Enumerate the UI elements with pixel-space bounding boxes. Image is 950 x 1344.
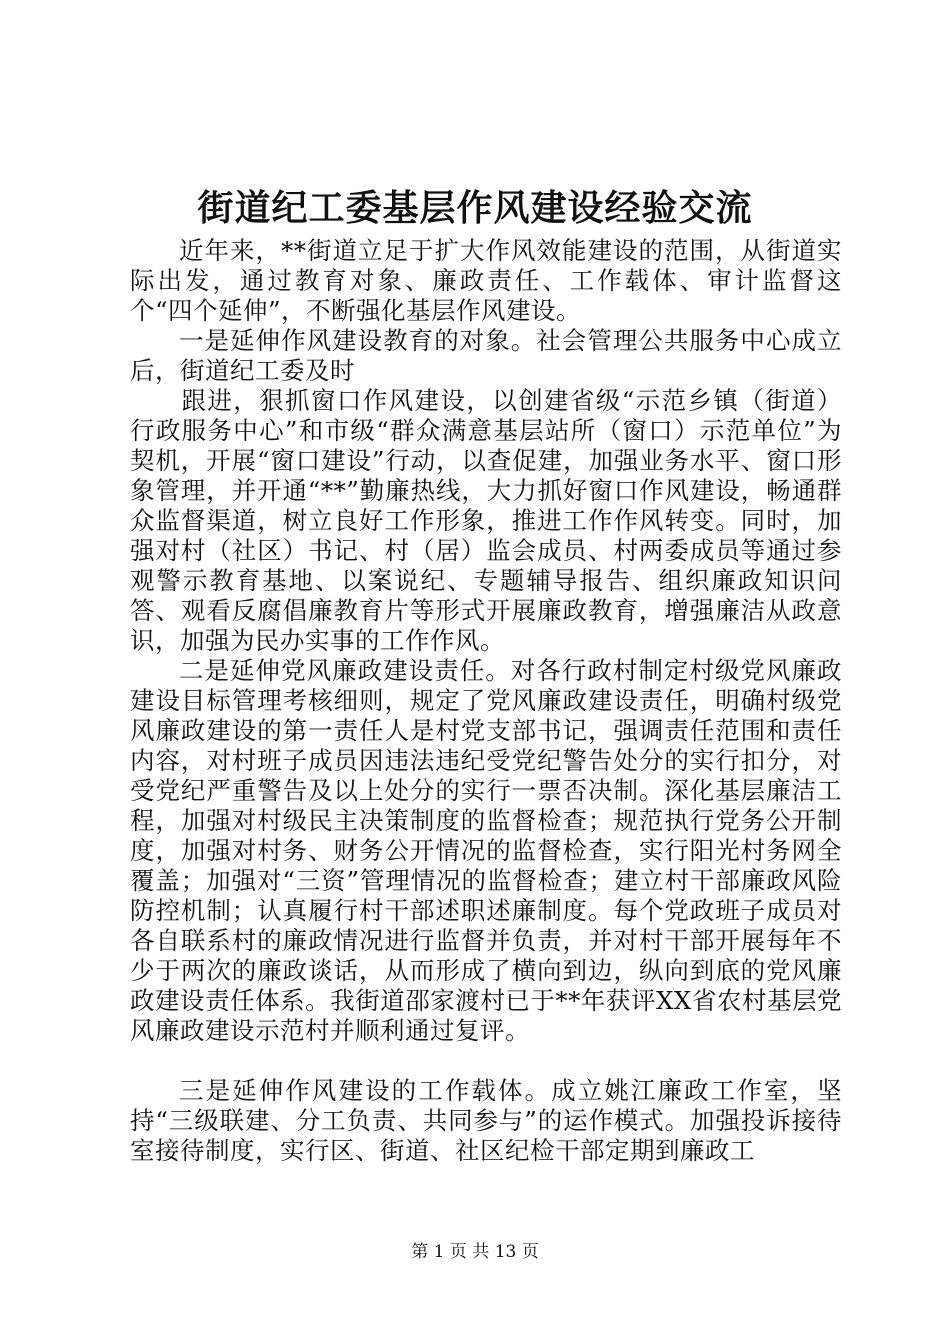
paragraph-intro: 近年来，**街道立足于扩大作风效能建设的范围，从街道实际出发，通过教育对象、廉政责任、工作载体、审计监督这个“四个延伸”，不断强化基层作风建设。 [130, 236, 842, 325]
paragraph-two: 二是延伸党风廉政建设责任。对各行政村制定村级党风廉政建设目标管理考核细则，规定了党风廉政建设责任，明确村级党风廉政建设的第一责任人是村党支部书记，强调责任范围和责任内容，对村班子成员因违法违纪受党纪警告处分的实行扣分，对受党纪严重警告及以上处分的实行一票否决制。深化基层廉洁工程，加强对村级民主决策制度的监督检查；规范执行党务公开制度，加强对村务、财务公开情况的监督检查，实行阳光村务网全覆盖；加强对“三资”管理情况的监督检查；建立村干部廉政风险防控机制；认真履行村干部述职述廉制度。每个党政班子成员对各自联系村的廉政情况进行监督并负责，并对村干部开展每年不少于两次的廉政谈话，从而形成了横向到边，纵向到底的党风廉政建设责任体系。我街道邵家渡村已于**年获评XX省农村基层党风廉政建设示范村并顺利通过复评。 [130, 656, 842, 1045]
page-title: 街道纪工委基层作风建设经验交流 [197, 187, 753, 229]
document-body [130, 236, 842, 1166]
paragraph-one: 一是延伸作风建设教育的对象。社会管理公共服务中心成立后，街道纪工委及时 [130, 326, 842, 385]
paragraph-one-continued: 跟进，狠抓窗口作风建设，以创建省级“示范乡镇（街道）行政服务中心”和市级“群众满意基层站所（窗口）示范单位”为契机，开展“窗口建设”行动，以查促建，加强业务水平、窗口形象管理，并开通“**”勤廉热线，大力抓好窗口作风建设，畅通群众监督渠道，树立良好工作形象，推进工作作风转变。同时，加强对村（社区）书记、村（居）监会成员、村两委成员等通过参观警示教育基地、以案说纪、专题辅导报告、组织廉政知识问答、观看反腐倡廉教育片等形式开展廉政教育，增强廉洁从政意识，加强为民办实事的工作作风。 [130, 386, 842, 655]
page-footer: 第 1 页 共 13 页 [411, 1242, 539, 1262]
paragraph-three: 三是延伸作风建设的工作载体。成立姚江廉政工作室，坚持“三级联建、分工负责、共同参与”的运作模式。加强投诉接待室接待制度，实行区、街道、社区纪检干部定期到廉政工 [130, 1076, 842, 1165]
